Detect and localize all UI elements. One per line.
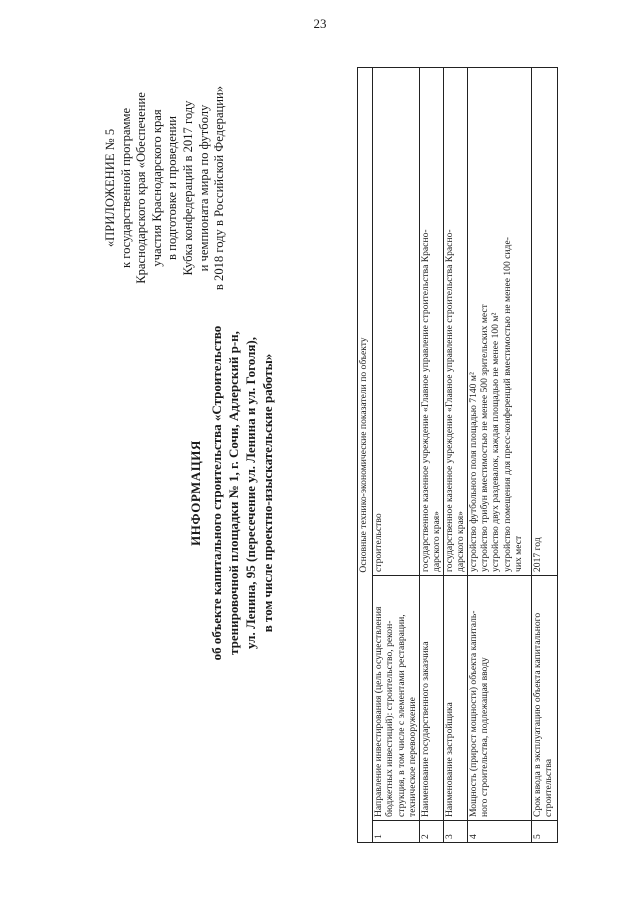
indicators-table <box>357 67 558 843</box>
table-row <box>467 67 531 842</box>
indicator-value-line: устройство футбольного поля площадью 7140 м² <box>467 372 479 572</box>
indicator-name <box>373 576 420 821</box>
appendix-line: и чемпионата мира по футболу <box>196 104 211 272</box>
document-heading <box>187 213 276 773</box>
row-number: 4 <box>467 821 531 843</box>
appendix-line: «ПРИЛОЖЕНИЕ № 5 <box>103 128 117 248</box>
appendix-line: в подготовке и проведении <box>165 115 180 261</box>
indicator-name <box>467 576 531 821</box>
indicator-value-line: государственное казенное учреждение «Главное управление строительства Красно- <box>419 229 431 572</box>
table-row <box>419 67 443 842</box>
indicator-value-line: 2017 год <box>531 537 543 572</box>
indicator-name-line: струкция, в том числе с элементами реставрации, <box>395 614 407 817</box>
indicator-value <box>467 67 531 575</box>
indicator-value <box>443 67 467 575</box>
indicator-name-line: Мощность (прирост мощности) объекта капиталь- <box>467 610 479 817</box>
table-header: Основные технико-экономические показатели по объекту <box>358 67 373 842</box>
table-row <box>373 67 420 842</box>
indicator-value <box>531 67 557 575</box>
indicator-value <box>373 67 420 575</box>
indicator-name-line: Наименование государственного заказчика <box>419 641 431 817</box>
heading-line: об объекте капитального строительства «Строительство <box>209 325 224 661</box>
appendix-line: к государственной программе <box>118 107 133 269</box>
heading-line: ул. Ленина, 95 (пересечение ул. Ленина и ул. Гоголя), <box>243 337 258 649</box>
table-body <box>373 67 558 842</box>
indicator-name-line: Наименование застройщика <box>443 702 455 817</box>
indicator-name-line: Направление инвестирования (цель осуществления <box>373 606 384 817</box>
appendix-line: Кубка конфедераций в 2017 году <box>180 100 195 276</box>
indicator-name-line: Срок ввода в эксплуатацию объекта капитального <box>531 612 543 817</box>
appendix-line: Краснодарского края «Обеспечение <box>134 92 149 284</box>
document-title: ИНФОРМАЦИЯ <box>188 440 203 546</box>
indicator-value-line: устройство трибун вместимостью не менее 500 зрительских мест <box>479 304 491 572</box>
row-number: 1 <box>373 821 420 843</box>
rotated-landscape-sheet <box>95 53 615 843</box>
indicator-value-line: чих мест <box>513 535 525 572</box>
indicator-name-line: ного строительства, подлежащая вводу <box>479 657 491 817</box>
indicator-name-line: бюджетных инвестиций): строительство, рекон- <box>384 620 396 817</box>
indicator-name-line: строительства <box>543 758 555 817</box>
indicator-value-line: строительство <box>373 513 384 572</box>
indicator-value <box>419 67 443 575</box>
indicator-name-line: техническое перевооружение <box>407 697 419 817</box>
appendix-line: в 2018 году в Российской Федерации» <box>212 85 227 291</box>
page-number: 23 <box>313 16 327 31</box>
appendix-line: участия Краснодарского края <box>149 109 164 267</box>
document-subtitle <box>208 213 276 773</box>
indicator-value-line: устройство помещения для пресс-конференций вместимостью не менее 100 сиде- <box>501 237 513 572</box>
indicator-value-line: устройство двух раздевалок, каждая площадью не менее 100 м² <box>490 312 502 572</box>
indicator-name <box>443 576 467 821</box>
table-row <box>531 67 557 842</box>
heading-line: тренировочной площадки № 1, г. Сочи, Адлерский р-н, <box>226 331 241 655</box>
row-number: 5 <box>531 821 557 843</box>
indicator-value-line: государственное казенное учреждение «Главное управление строительства Красно- <box>443 229 455 572</box>
heading-line: в том числе проектно-изыскательские работы» <box>260 353 275 633</box>
indicator-value-line: дарского края» <box>431 511 443 572</box>
table-row <box>443 67 467 842</box>
row-number: 3 <box>443 821 467 843</box>
indicator-name <box>531 576 557 821</box>
row-number: 2 <box>419 821 443 843</box>
indicator-value-line: дарского края» <box>455 511 467 572</box>
indicator-name <box>419 576 443 821</box>
